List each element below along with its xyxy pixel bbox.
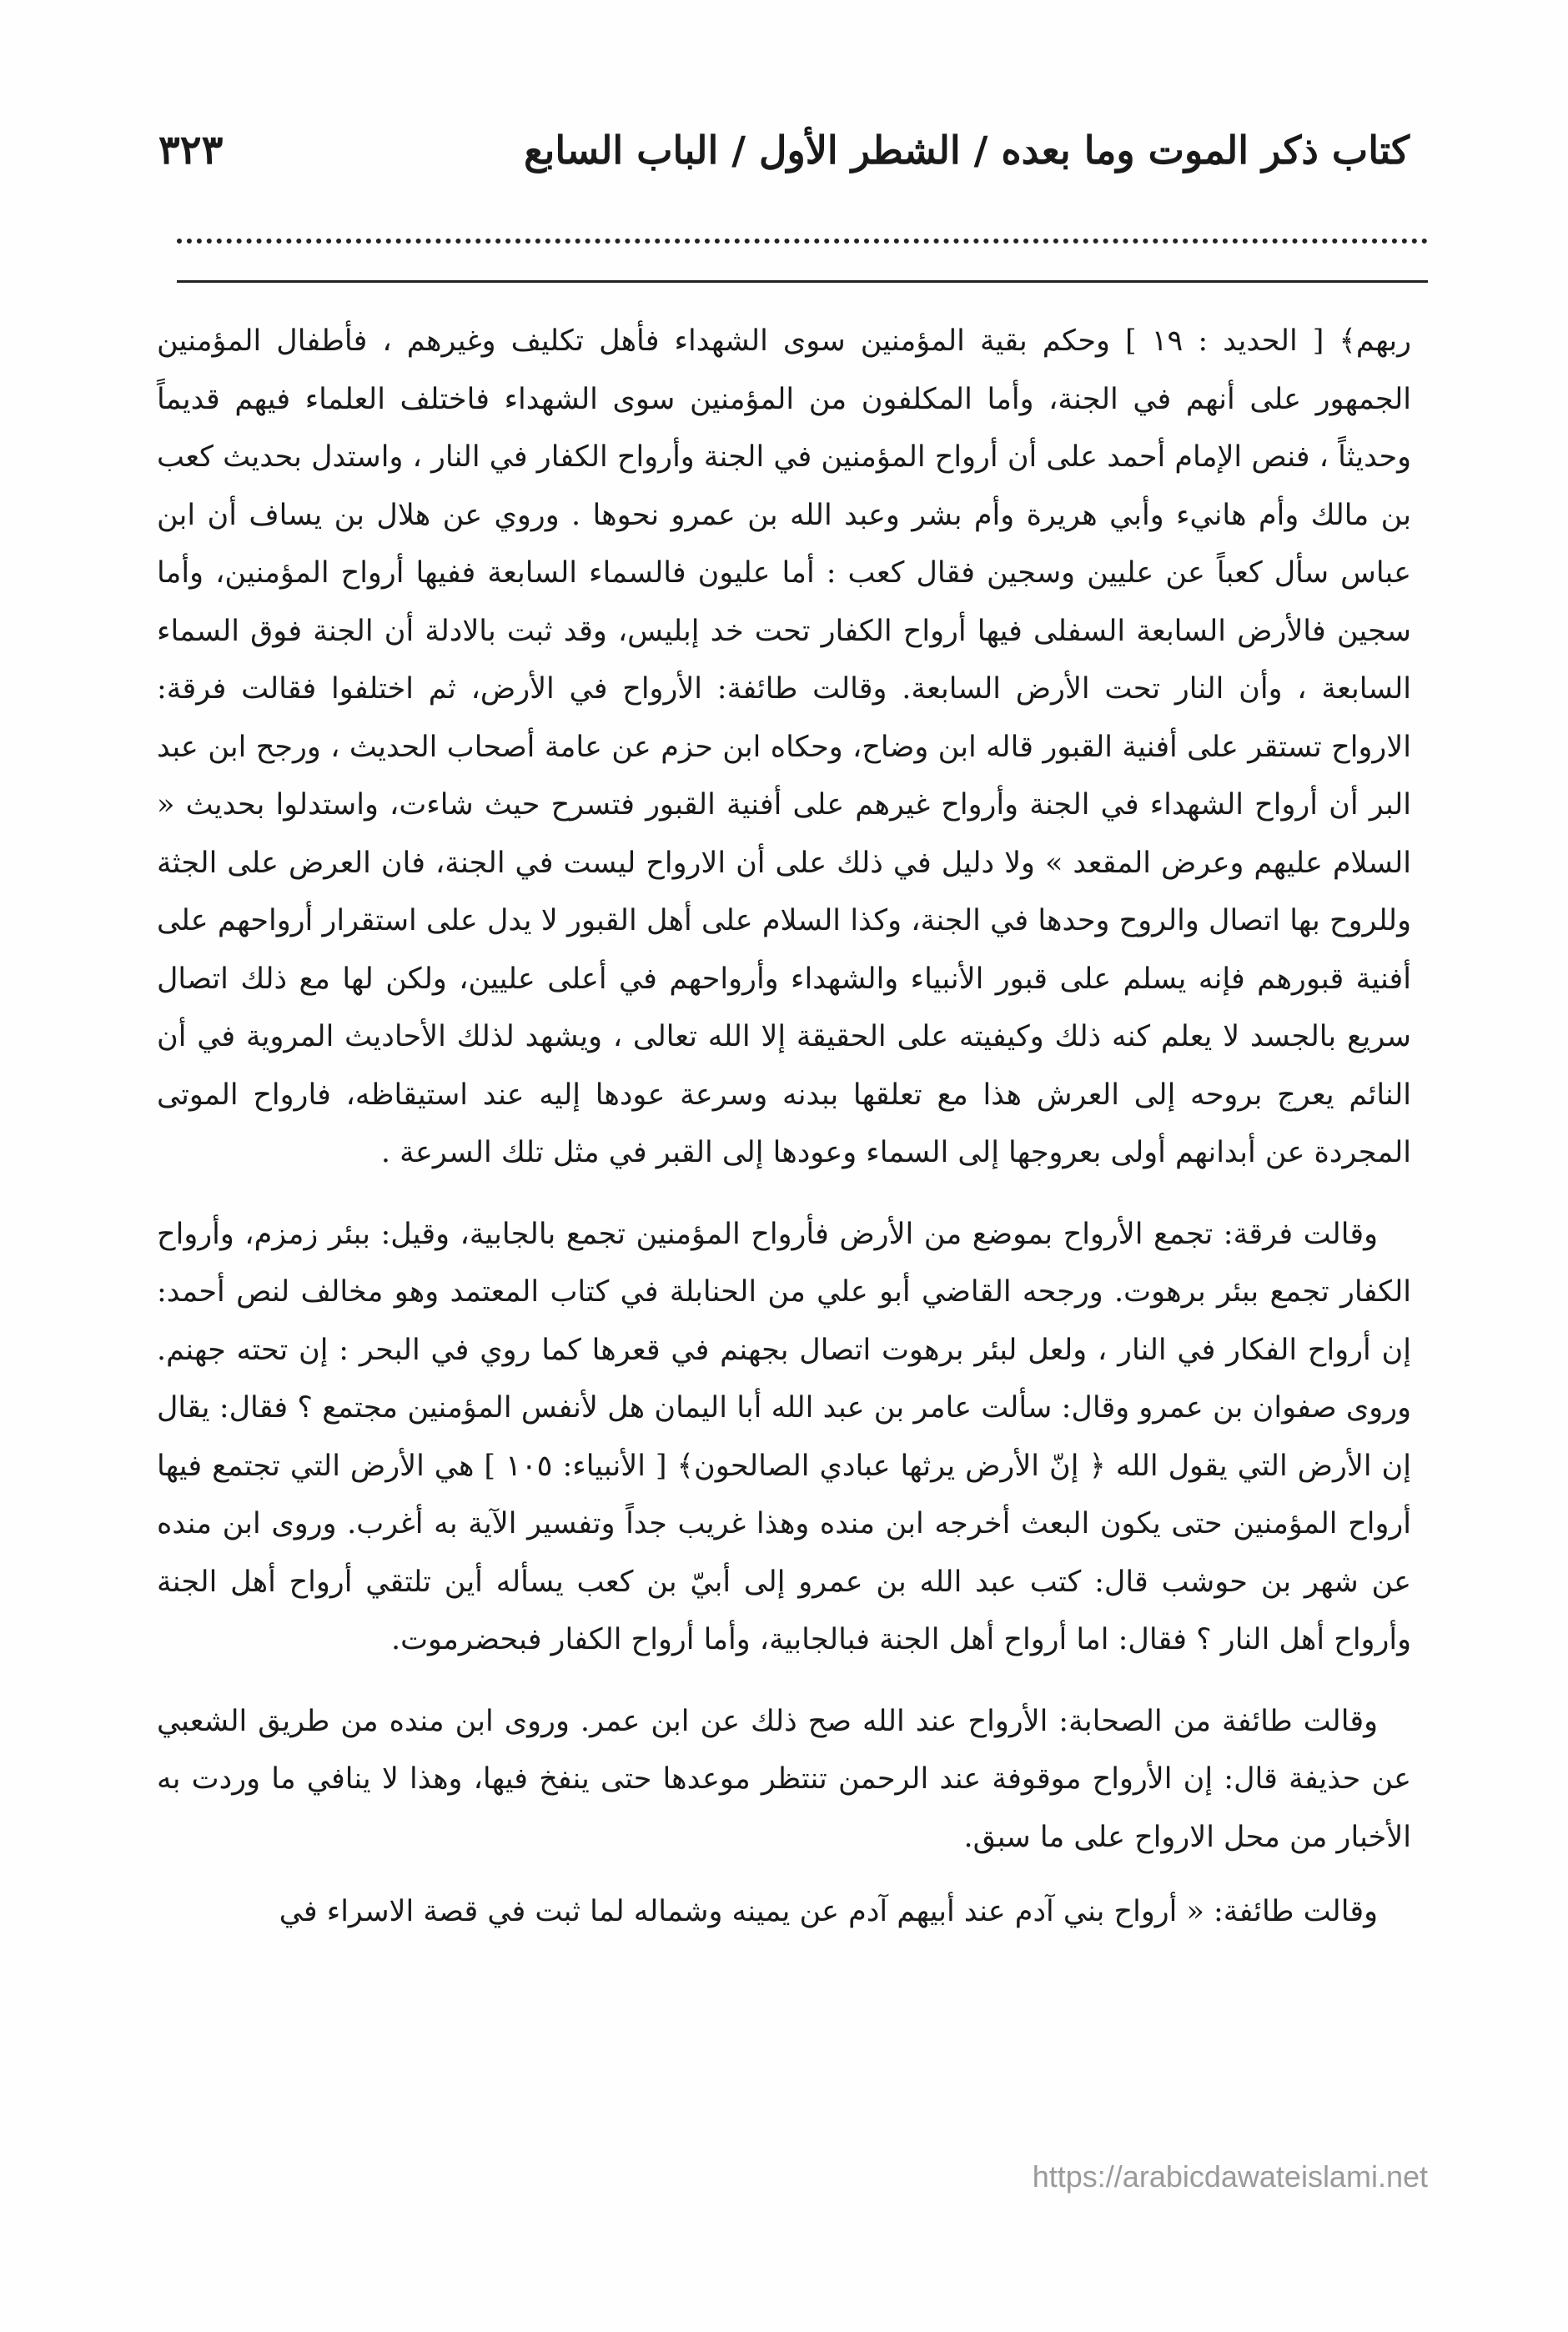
running-head: كتاب ذكر الموت وما بعده / الشطر الأول / الباب السابع <box>524 128 1410 173</box>
paragraph: وقالت فرقة: تجمع الأرواح بموضع من الأرض فأرواح المؤمنين تجمع بالجابية، وقيل: ببئر زمزم، وأرواح الكفار تجمع ببئر برهوت. ورجحه القاضي أبو علي من الحنابلة في كتاب المعتمد وهو مخالف لنص أحمد: إن أرواح الفكار في النار ، ولعل لبئر برهوت اتصال بجهنم في قعرها كما روي في البحر : إن تحته جهنم. وروى صفوان بن عمرو وقال: سألت عامر بن عبد الله أبا اليمان هل لأنفس المؤمنين مجتمع ؟ فقال: يقال إن الأرض التي يقول الله ﴿ إنّ الأرض يرثها عبادي الصالحون﴾ [ الأنبياء: ١٠٥ ] هي الأرض التي تجتمع فيها أرواح المؤمنين حتى يكون البعث أخرجه ابن منده وهذا غريب جداً وتفسير الآية به أغرب. وروى ابن منده عن شهر بن حوشب قال: كتب عبد الله بن عمرو إلى أبيّ بن كعب يسأله أين تلتقي أرواح أهل الجنة وأرواح أهل النار ؟ فقال: اما أرواح أهل الجنة فبالجابية، وأما أرواح الكفار فبحضرموت. <box>157 1217 1411 1656</box>
paragraph: ربهم﴾ [ الحديد : ١٩ ] وحكم بقية المؤمنين سوى الشهداء فأهل تكليف وغيرهم ، فأطفال المؤمنين الجمهور على أنهم في الجنة، وأما المكلفون من المؤمنين سوى الشهداء فاختلف العلماء فيهم قديماً وحديثاً ، فنص الإمام أحمد على أن أرواح المؤمنين في الجنة وأرواح الكفار في النار ، واستدل بحديث كعب بن مالك وأم هانيء وأبي هريرة وأم بشر وعبد الله بن عمرو نحوها . وروي عن هلال بن يساف أن ابن عباس سأل كعباً عن عليين وسجين فقال كعب : أما عليون فالسماء السابعة ففيها أرواح المؤمنين، وأما سجين فالأرض السابعة السفلى فيها أرواح الكفار تحت خد إبليس، وقد ثبت بالادلة أن الجنة فوق السماء السابعة ، وأن النار تحت الأرض السابعة. وقالت طائفة: الأرواح في الأرض، ثم اختلفوا فقالت فرقة: الارواح تستقر على أفنية القبور قاله ابن وضاح، وحكاه ابن حزم عن عامة أصحاب الحديث ، ورجح ابن عبد البر أن أرواح الشهداء في الجنة وأرواح غيرهم على أفنية القبور فتسرح حيث شاءت، واستدلوا بحديث « السلام عليهم وعرض المقعد » ولا دليل في ذلك على أن الارواح ليست في الجنة، فان العرض على الجثة وللروح بها اتصال والروح وحدها في الجنة، وكذا السلام على أهل القبور لا يدل على استقرار أرواحهم على أفنية قبورهم فإنه يسلم على قبور الأنبياء والشهداء وأرواحهم في أعلى عليين، ولكن لها مع ذلك اتصال سريع بالجسد لا يعلم كنه ذلك وكيفيته على الحقيقة إلا الله تعالى ، ويشهد لذلك الأحاديث المروية في أن النائم يعرج بروحه إلى العرش هذا مع تعلقها ببدنه وسرعة عودها إليه عند استيقاظه، فارواح الموتى المجردة عن أبدانهم أولى بعروجها إلى السماء وعودها إلى القبر في مثل تلك السرعة . <box>157 324 1411 1169</box>
header-rule <box>177 280 1428 283</box>
body-text <box>157 313 1411 1942</box>
paragraph: وقالت طائفة: « أرواح بني آدم عند أبيهم آدم عن يمينه وشماله لما ثبت في قصة الاسراء في <box>279 1895 1378 1928</box>
watermark-url: https://arabicdawateislami.net <box>1032 2159 1428 2194</box>
page-number: ٣٢٣ <box>158 127 224 173</box>
paragraph: وقالت طائفة من الصحابة: الأرواح عند الله صح ذلك عن ابن عمر. وروى ابن منده من طريق الشعبي عن حذيفة قال: إن الأرواح موقوفة عند الرحمن تنتظر موعدها حتى ينفخ فيها، وهذا لا ينافي ما وردت به الأخبار من محل الارواح على ما سبق. <box>157 1704 1411 1854</box>
dotted-divider <box>177 239 1428 244</box>
page-header <box>158 117 1410 183</box>
